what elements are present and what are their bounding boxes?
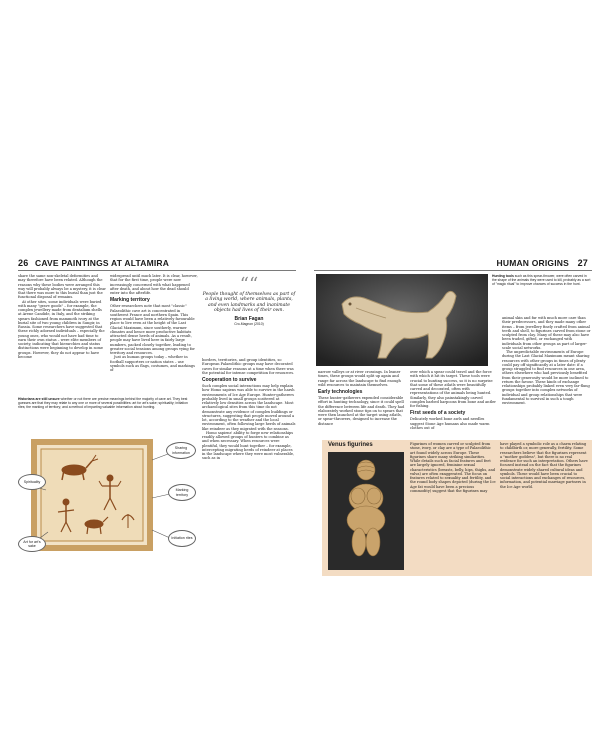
left-column-3 [202,358,296,461]
paragraph: over which a spear could travel and the force with which it hit its target. These tools were crucial to hunting success, so it is no surprise that some of these atlatls were beautifully carved and decorated, often with representations of the animals being hunted. Similarly, they also painstakingly carved complex barbed harpoons from bone and antler for fishing. [410,370,496,408]
paragraph: Such complex social interactions may help explain how Homo sapiens was able to survive in the harsh environments of Ice Age Europe. Hunter-gatherers probably lived in small groups scattered at relatively low densities across the landscape. Most archaeological sites from this time do not demonstrate any evidence of complex buildings or structures, suggesting that people moved around a lot, according to the weather and the local environment, often following large herds of animals like reindeer as they migrated with the seasons. [202,384,296,431]
venus-figurine-image [328,452,404,570]
right-running-head [497,258,588,270]
paragraph: widespread until much later. It is clear, however, that for the first time, people were now increasingly concerned with what happened after death, and about how the dead should enter into the afterlife. [110,274,198,295]
pull-quote [202,274,296,326]
left-column-1 [18,274,106,359]
right-page-number: 27 [577,258,588,268]
left-running-head [18,258,169,270]
paragraph: Delicately worked bone awls and needles suggest Stone Age humans also made warm clothes out of [410,417,490,430]
label-marking-territory: Marking territory [168,484,196,501]
subheading: Early technologies [318,389,363,395]
label-art-for-arts-sake: Art for art's sake [18,536,46,552]
carved-animal-image [316,274,488,366]
spear-thrower-caption [492,274,592,286]
cave-art-diagram [18,428,198,570]
paragraph: Just as human groups today – whether in football supporters or nation states – use symbols such as flags, costumes, and markings of [110,355,195,372]
quote-marks-icon: ““ [239,274,259,295]
diagram-caption [18,397,196,409]
label-sharing-information: Sharing information [166,442,196,459]
paragraph: animal skin and fur with much more care than their predecessors, and they made many other items – from jewellery finely crafted from animal teeth and shell, to figurines carved from stone or sculpted from clay. Many of these may also have been traded, gifted, or exchanged with individuals from other groups as part of larger-scale social networks. [502,316,591,350]
paragraph: The unpredictable environments of Europe during the Last Glacial Maximum meant sharing resources with other groups in times of plenty could pay off significantly at a later date: if a group struggled to find resources in one area, others elsewhere who had previously benefited from their generosity would be more inclined to return the favour. These kinds of exchange relationships probably linked even very far-flung groups together into complex networks of individual and group relationships that were fundamental to survival in such a tough environment. [502,350,590,405]
quote-author: Brian Fagan [234,315,264,322]
right-column-2 [410,370,498,430]
venus-figurines-box [322,440,592,576]
subheading: First seeds of a society [410,410,466,417]
paragraph: These hunter-gatherers expended considerable effort in hunting technology, since it could spell the difference between life and death. They had elaborately worked stone tips on to spears that were then launched at the target using atlatls, or spear-throwers, designed to increase the distance [318,396,405,426]
spear-thrower-photo [316,274,488,366]
quote-text: People thought of themselves as part of a living world, where animals, plants, and even landmarks and inanimate objects had lives of their own. [202,292,296,314]
caption-lead: Historians are still unsure [18,397,60,401]
paragraph: Homo sapiens' ability to forge new relationships readily allowed groups of hunters to combine as and when necessary. When resources were plentiful, they would hunt together – for example, intercepting migrating herds of reindeer at places in the landscape where they were most vulnerable, such as in [202,430,295,461]
paragraph: Other researchers note that most "classic" Palaeolithic cave art is concentrated in southwest France and northern Spain. This region would have been a relatively favourable place to live even at the height of the Last Glacial Maximum, since southerly, warmer climates and hence more productive habitats attracted dense herds of animals. As a result, people may have lived here in fairly large numbers, packed closely together, leading to greater social tensions among groups vying for territory and resources. [110,304,195,355]
paragraph: narrow valleys or at river crossings. In leaner times, these groups would split up again and range far across the landscape to find enough wild resources to maintain themselves. [318,370,401,387]
paragraph: share the same non-skeletal deformities and may therefore have been related. Although the reasons why these bodies were arranged this way will probably always be a mystery, it is clear that there was more to this burial than just the functional disposal of remains. [18,274,106,300]
venus-box-title: Venus figurines [328,442,373,448]
right-header-rule [314,270,592,271]
subheading: Cooperation to survive [202,377,257,383]
venus-column-1: Figurines of women carved or sculpted from stone, ivory, or clay are a type of Palaeolithic art found widely across Europe. These figurines share many striking similarities. While details such as facial features and feet are largely ignored, feminine sexual characteristics (breasts, belly, hips, thighs, and vulva) are often exaggerated. The focus on features related to sexuality and fertility, and the round body shapes depicted (during the Ice Age fat would have been a precious commodity) suggest that the figurines may [410,442,496,493]
left-running-title: CAVE PAINTINGS AT ALTAMIRA [34,258,170,268]
paragraph: At other sites, some individuals were buried with many "grave goods" – for example, the complex jewellery made from dentalium shells at Arene Candide, in Italy, and the striking spears fashioned from mammoth ivory at the burial site of two young children in Sungir, in Russia. Some researchers have suggested that these richly adorned individuals – especially the young ones, who would not have had time to earn their own status – were elite members of society, indicating that hierarchies and status distinctions were beginning to develop in some groups. However, they do not appear to have become [18,299,105,359]
label-initiation-rites: Initiation rites [168,530,196,547]
right-column-3 [502,316,592,405]
caption-text: such as this spear-thrower, were often carved in the shape of the animals they were used to kill, probably as a sort of "magic ritual" to improve chances of success in the hunt. [492,274,591,287]
book-spread [8,258,592,576]
paragraph: borders, territories, and group identities, so European Palaeolithic groups may have decorated caves for similar reasons at a time when there was the potential for intense competition for resources. [202,358,295,375]
subheading: Marking territory [110,297,150,304]
right-running-title: HUMAN ORIGINS [496,258,570,268]
quote-source: Cro-Magnon (2010) [234,321,264,326]
venus-column-2: have played a symbolic role as a charm relating to childbirth or, more generally, fertility. Some researchers believe that the figurines represent a "mother goddess", but there is no real evidence for such an interpretation. Others have focused instead on the fact that the figurines demonstrate widely shared cultural ideas and symbols. These would have been crucial to social interactions and exchanges of resources, information, and potential marriage partners in the Ice Age world. [500,442,588,489]
left-page-number: 26 [18,258,29,268]
left-column-2 [110,274,198,372]
label-spirituality: Spirituality [18,474,46,490]
caption-lead: Hunting tools [492,274,514,278]
caption-text: whether or not there are precise meanings behind the majority of cave art. They best guesses are that they may relate to any one or more of several possibilities: art for art's sake; spirituality; initiation rites; the marking of territory; and a method of imparting valuable information about hunting. [18,397,188,410]
right-column-1 [318,370,406,426]
left-header-rule [18,270,296,271]
